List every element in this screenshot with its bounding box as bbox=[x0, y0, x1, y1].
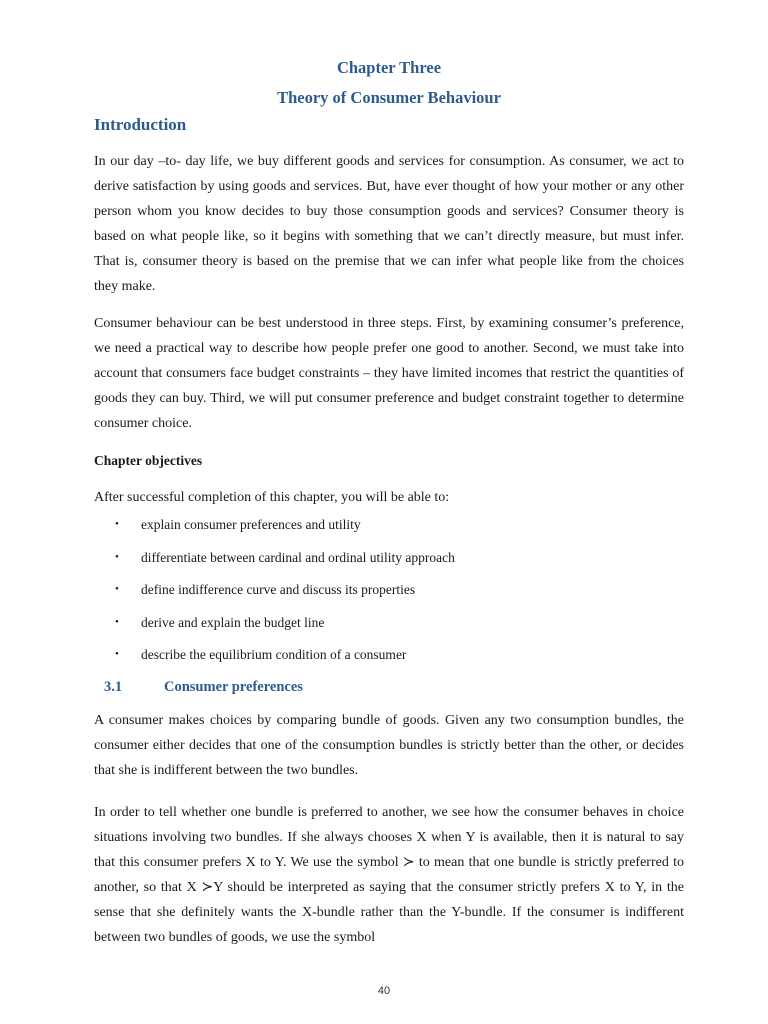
objective-text: describe the equilibrium condition of a consumer bbox=[141, 647, 407, 662]
objectives-lead: After successful completion of this chapter, you will be able to: bbox=[94, 490, 450, 505]
section-heading-3-1 bbox=[104, 675, 303, 700]
objectives-list bbox=[94, 512, 684, 675]
bullet-icon: • bbox=[115, 648, 119, 660]
bullet-icon: • bbox=[115, 550, 119, 563]
bullet-icon: • bbox=[115, 615, 119, 628]
list-item bbox=[94, 512, 684, 545]
section-paragraph-2: In order to tell whether one bundle is preferred to another, we see how the consumer behaves in choice situations involving two bundles. If she always chooses X when Y is available, then it is natural to say that this consumer prefers X to Y. We use the symbol ≻ to mean that one bundle is strictly preferred to another, so that X ≻Y should be interpreted as saying that the consumer strictly prefers X to Y, in the sense that she definitely wants the X-bundle rather than the Y-bundle. If the consumer is indifferent between two bundles of goods, we use the symbol bbox=[94, 805, 684, 945]
section-title: Consumer preferences bbox=[164, 679, 303, 695]
section-number: 3.1 bbox=[104, 679, 123, 695]
intro-paragraph-1: In our day –to- day life, we buy different goods and services for consumption. As consumer, we act to derive satisfaction by using goods and services. But, have ever thought of how your mother or any other person whom you know decides to buy those consumption goods and services? Consumer theory is based on what people like, so it begins with something that we can’t directly measure, but must infer. That is, consumer theory is based on the premise that we can infer what people like from the choices they make. bbox=[94, 154, 684, 294]
objective-text: define indifference curve and discuss its properties bbox=[141, 582, 416, 597]
objective-text: derive and explain the budget line bbox=[141, 614, 325, 630]
introduction-heading: Introduction bbox=[94, 115, 187, 134]
page-number: 40 bbox=[377, 985, 391, 997]
bullet-icon: • bbox=[115, 518, 119, 530]
objectives-heading: Chapter objectives bbox=[94, 453, 203, 468]
list-item bbox=[94, 577, 684, 610]
chapter-number-heading: Chapter Three bbox=[336, 58, 442, 77]
list-item bbox=[94, 610, 684, 643]
list-item bbox=[94, 642, 684, 675]
list-item bbox=[94, 545, 684, 578]
objective-text: explain consumer preferences and utility bbox=[141, 517, 361, 532]
objective-text: differentiate between cardinal and ordinal utility approach bbox=[141, 549, 455, 565]
chapter-title-heading: Theory of Consumer Behaviour bbox=[277, 88, 501, 107]
section-paragraph-1: A consumer makes choices by comparing bundle of goods. Given any two consumption bundles, the consumer either decides that one of the consumption bundles is strictly better than the other, or decides that she is indifferent between the two bundles. bbox=[94, 713, 684, 778]
bullet-icon: • bbox=[115, 583, 119, 595]
intro-paragraph-2: Consumer behaviour can be best understood in three steps. First, by examining consumer’s preference, we need a practical way to describe how people prefer one good to another. Second, we must take into account that consumers face budget constraints – they have limited incomes that restrict the quantities of goods they can buy. Third, we will put consumer preference and budget constraint together to determine consumer choice. bbox=[94, 316, 684, 431]
